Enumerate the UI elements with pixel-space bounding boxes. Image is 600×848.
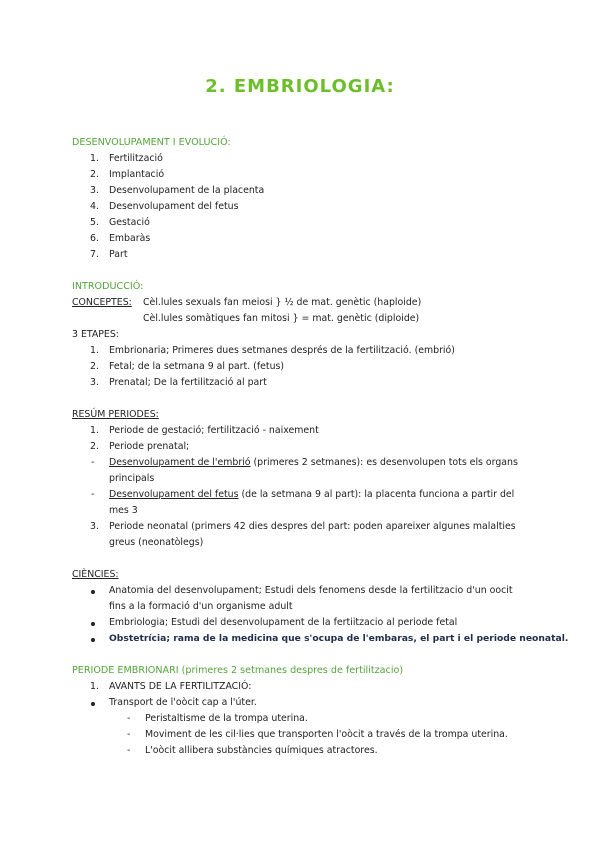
dash-marker: -: [127, 713, 131, 724]
bullet-dot: [91, 638, 95, 642]
list-item: Periode neonatal (primers 42 dies despres del part: poden apareixer algunes malalties: [109, 521, 516, 532]
list-item: AVANTS DE LA FERTILITZACIÓ:: [109, 681, 252, 692]
section-heading-embryonic-period: PERIODE EMBRIONARI (primeres 2 setmanes despres de fertilitzacio): [72, 665, 404, 676]
dash-marker: -: [91, 457, 95, 468]
list-item: Desenvolupament del fetus: [109, 201, 239, 212]
bullet-dot: [91, 590, 95, 594]
bullet-dot: [91, 622, 95, 626]
dash-marker: -: [127, 729, 131, 740]
list-number: 3.: [90, 377, 99, 388]
list-number: 1.: [90, 425, 99, 436]
concepts-label: CONCEPTES:: [72, 297, 132, 308]
dash-marker: -: [91, 489, 95, 500]
list-item-continuation: greus (neonatòlegs): [109, 537, 204, 548]
list-number: 2.: [90, 169, 99, 180]
sub-item-continuation: mes 3: [109, 505, 138, 516]
bullet-item: Anatomia del desenvolupament; Estudi dels fenomens desde la fertilitzacio d'un oocit: [109, 585, 513, 596]
sub-item: [109, 489, 514, 500]
list-item: Periode de gestació; fertilització - naixement: [109, 425, 319, 436]
list-number: 6.: [90, 233, 99, 244]
list-number: 3.: [90, 185, 99, 196]
page-title: 2. EMBRIOLOGIA:: [205, 76, 395, 97]
list-item: Part: [109, 249, 128, 260]
list-item: Desenvolupament de la placenta: [109, 185, 265, 196]
concept-line: Cèl.lules sexuals fan meiosi } ½ de mat. genètic (haploide): [143, 297, 422, 308]
etapes-label: 3 ETAPES:: [72, 329, 119, 340]
list-item: Implantació: [109, 169, 165, 180]
list-number: 5.: [90, 217, 99, 228]
sub-item-text: (primeres 2 setmanes): es desenvolupen tots els organs: [250, 457, 518, 468]
list-number: 7.: [90, 249, 99, 260]
bullet-item: Obstetrícia; rama de la medicina que s'ocupa de l'embaras, el part i el periode neonatal.: [109, 633, 569, 644]
bullet-item-continuation: fins a la formació d'un organisme adult: [109, 601, 293, 612]
list-item: Periode prenatal;: [109, 441, 190, 452]
bullet-item: Transport de l'oòcit cap a l'úter.: [109, 697, 257, 708]
bullet-item: Embriologia; Estudi del desenvolupament de la fertiitzacio al periode fetal: [109, 617, 458, 628]
sub-item-text: (de la setmana 9 al part): la placenta funciona a partir del: [238, 489, 515, 500]
sub-item-label: Desenvolupament de l'embrió: [109, 457, 251, 468]
list-number: 4.: [90, 201, 99, 212]
sub-item-continuation: principals: [109, 473, 155, 484]
dash-marker: -: [127, 745, 131, 756]
list-item: Fertilització: [109, 153, 163, 164]
section-heading-periods: RESÚM PERIODES:: [72, 409, 159, 420]
sub-item-label: Desenvolupament del fetus: [109, 489, 239, 500]
bullet-dot: [91, 702, 95, 706]
section-heading-sciences: CIÈNCIES:: [72, 569, 119, 580]
list-item: Embaràs: [109, 233, 151, 244]
list-number: 1.: [90, 153, 99, 164]
dash-item: Peristaltisme de la trompa uterina.: [145, 713, 308, 724]
dash-item: L'oòcit allibera substàncies químiques atractores.: [145, 745, 378, 756]
list-item: Embrionaria; Primeres dues setmanes després de la fertilització. (embrió): [109, 345, 455, 356]
sub-item: [109, 457, 518, 468]
list-number: 2.: [90, 361, 99, 372]
list-number: 1.: [90, 681, 99, 692]
section-heading-introduction: INTRODUCCIÓ:: [72, 281, 144, 292]
dash-item: Moviment de les cil·lies que transporten l'oòcit a través de la trompa uterina.: [145, 729, 508, 740]
concept-line: Cèl.lules somàtiques fan mitosi } = mat. genètic (diploide): [143, 313, 420, 324]
list-item: Gestació: [109, 217, 150, 228]
list-number: 1.: [90, 345, 99, 356]
list-item: Fetal; de la setmana 9 al part. (fetus): [109, 361, 285, 372]
list-number: 2.: [90, 441, 99, 452]
list-number: 3.: [90, 521, 99, 532]
list-item: Prenatal; De la fertilització al part: [109, 377, 267, 388]
section-heading-development: DESENVOLUPAMENT I EVOLUCIÓ:: [72, 137, 231, 148]
